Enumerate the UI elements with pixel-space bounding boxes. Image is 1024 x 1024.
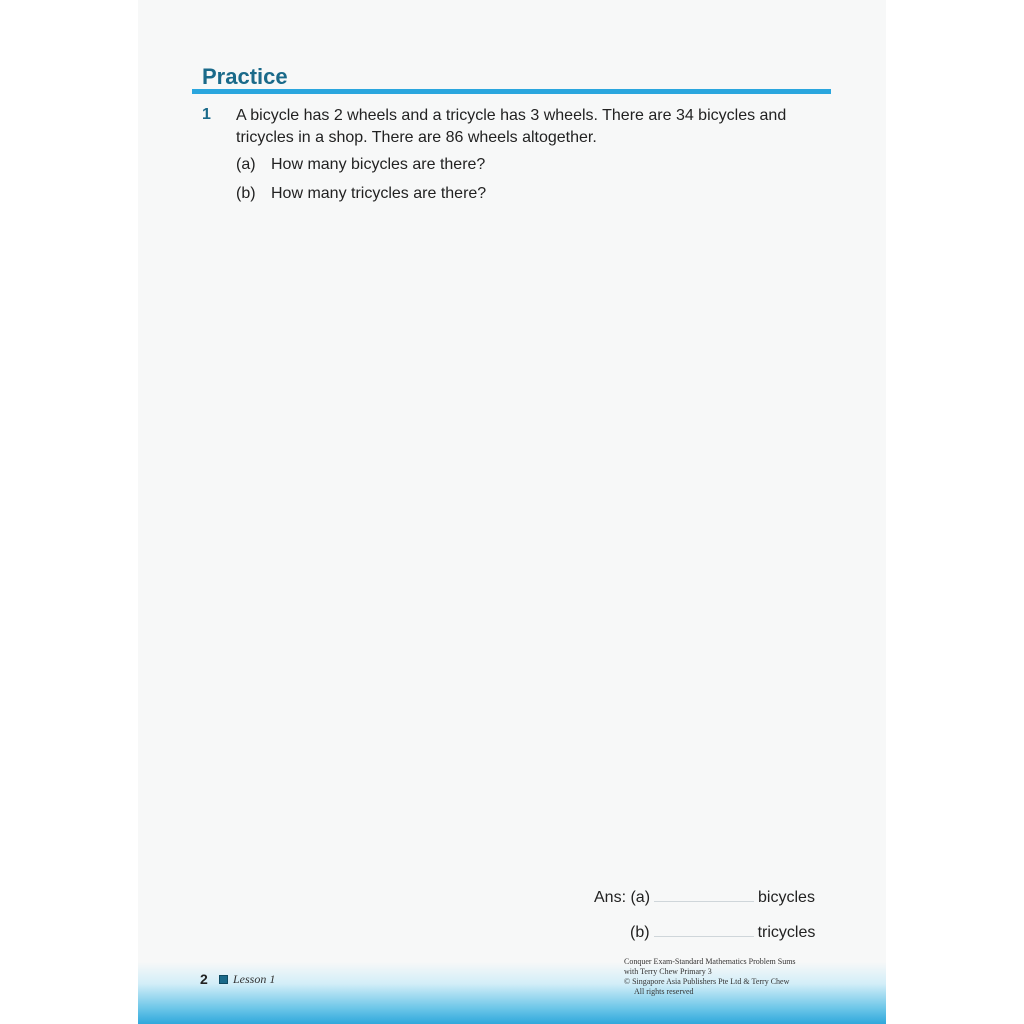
copyright-line: with Terry Chew Primary 3 xyxy=(624,967,712,976)
answer-label-b: (b) xyxy=(630,924,650,941)
copyright-line: All rights reserved xyxy=(634,987,694,996)
question-number: 1 xyxy=(202,106,211,123)
worksheet-page xyxy=(138,0,886,1024)
square-bullet-icon xyxy=(219,975,228,984)
answer-unit-b: tricycles xyxy=(757,924,816,941)
sub-question-label: (b) xyxy=(236,185,256,202)
title-underline xyxy=(192,89,831,94)
sub-question-a xyxy=(236,156,485,174)
sub-question-text: How many tricycles are there? xyxy=(271,185,487,202)
answer-row-a xyxy=(594,889,815,907)
page-number: 2 xyxy=(200,971,208,987)
sub-question-text: How many bicycles are there? xyxy=(271,156,486,173)
copyright-line: © Singapore Asia Publishers Pte Ltd & Terry Chew xyxy=(624,977,790,986)
sub-question-label: (a) xyxy=(236,156,256,173)
answer-blank-b[interactable] xyxy=(654,936,754,937)
answer-unit-a: bicycles xyxy=(758,889,815,906)
section-title: Practice xyxy=(202,64,288,89)
question-text: A bicycle has 2 wheels and a tricycle has 3 wheels. There are 34 bicycles and tricycles in a shop. There are 86 wheels altogether. xyxy=(236,107,787,146)
copyright-line: Conquer Exam-Standard Mathematics Problem Sums xyxy=(624,957,796,966)
answer-prefix: Ans: xyxy=(594,889,627,906)
copyright-notice xyxy=(624,957,834,997)
answer-row-b xyxy=(630,924,815,942)
sub-question-b xyxy=(236,185,486,203)
answer-label-a: (a) xyxy=(630,889,651,906)
lesson-label: Lesson 1 xyxy=(233,972,276,986)
answer-blank-a[interactable] xyxy=(654,901,754,902)
